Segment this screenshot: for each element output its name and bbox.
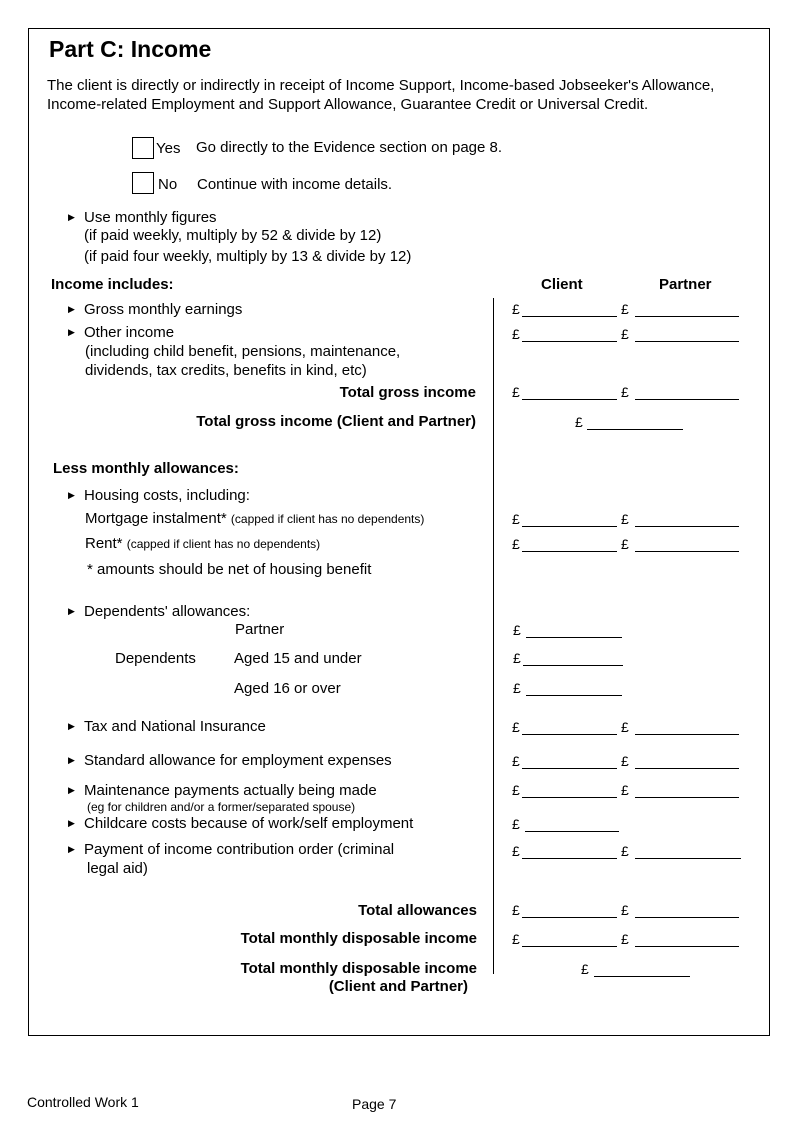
- client-total-allowances-field[interactable]: £: [512, 902, 617, 918]
- bullet-arrow-icon: ▶: [68, 755, 75, 765]
- partner-mortgage-field[interactable]: £: [621, 511, 739, 527]
- maintenance-note: (eg for children and/or a former/separated spouse): [87, 800, 356, 814]
- partner-gross-earnings-field[interactable]: £: [621, 301, 739, 317]
- housing-footnote: * amounts should be net of housing benefit: [87, 561, 372, 578]
- dependents-label: Dependents: [115, 650, 196, 667]
- allowances-heading: Less monthly allowances:: [53, 460, 239, 477]
- yes-label: Yes: [156, 140, 181, 157]
- total-disposable-both-field[interactable]: £: [581, 961, 690, 977]
- partner-tax-ni-field[interactable]: £: [621, 719, 739, 735]
- no-instruction: Continue with income details.: [197, 176, 393, 193]
- total-gross-income-label: Total gross income: [339, 384, 476, 401]
- page-number: Page 7: [352, 1096, 397, 1112]
- bullet-arrow-icon: ▶: [68, 844, 75, 854]
- form-name: Controlled Work 1: [27, 1094, 139, 1110]
- partner-allowance-label: Partner: [235, 621, 285, 638]
- mortgage-label: Mortgage instalment* (capped if client has no dependents): [85, 510, 425, 527]
- other-income-note-2: dividends, tax credits, benefits in kind, etc): [85, 362, 367, 379]
- client-maintenance-field[interactable]: £: [512, 782, 617, 798]
- no-checkbox[interactable]: [132, 172, 154, 194]
- total-allowances-label: Total allowances: [358, 902, 477, 919]
- intro-line-1: The client is directly or indirectly in receipt of Income Support, Income-based Jobseeker's Allowance,: [47, 77, 715, 94]
- client-contribution-order-field[interactable]: £: [512, 843, 617, 859]
- bullet-arrow-icon: ▶: [68, 212, 75, 222]
- bullet-arrow-icon: ▶: [68, 304, 75, 314]
- total-disposable-label: Total monthly disposable income: [240, 930, 477, 947]
- aged-16-label: Aged 16 or over: [234, 680, 341, 697]
- bullet-arrow-icon: ▶: [68, 606, 75, 616]
- no-label: No: [158, 176, 178, 193]
- aged-16-field[interactable]: £: [513, 680, 622, 696]
- column-divider: [493, 298, 494, 974]
- client-total-gross-field[interactable]: £: [512, 384, 617, 400]
- partner-total-gross-field[interactable]: £: [621, 384, 739, 400]
- partner-total-disposable-field[interactable]: £: [621, 931, 739, 947]
- partner-contribution-order-field[interactable]: £: [621, 843, 741, 859]
- yes-checkbox[interactable]: [132, 137, 154, 159]
- client-rent-field[interactable]: £: [512, 536, 617, 552]
- partner-maintenance-field[interactable]: £: [621, 782, 739, 798]
- bullet-arrow-icon: ▶: [68, 785, 75, 795]
- client-column-header: Client: [541, 276, 583, 293]
- client-gross-earnings-field[interactable]: £: [512, 301, 617, 317]
- contribution-order-label: ▶ Payment of income contribution order (criminal: [68, 841, 395, 858]
- bullet-arrow-icon: ▶: [68, 818, 75, 828]
- client-other-income-field[interactable]: £: [512, 326, 617, 342]
- intro-line-2: Income-related Employment and Support Allowance, Guarantee Credit or Universal Credit.: [47, 96, 649, 113]
- yes-instruction: Go directly to the Evidence section on page 8.: [196, 139, 503, 156]
- total-disposable-both-label: Total monthly disposable income: [240, 960, 477, 977]
- bullet-arrow-icon: ▶: [68, 327, 75, 337]
- client-mortgage-field[interactable]: £: [512, 511, 617, 527]
- rent-note: (capped if client has no dependents): [126, 537, 321, 551]
- total-disposable-both-label-2: (Client and Partner): [328, 978, 468, 995]
- bullet-arrow-icon: ▶: [68, 721, 75, 731]
- housing-costs-label: ▶ Housing costs, including:: [68, 487, 250, 504]
- dependents-allowances-label: ▶ Dependents' allowances:: [68, 603, 251, 620]
- partner-allowance-field[interactable]: £: [513, 622, 622, 638]
- partner-rent-field[interactable]: £: [621, 536, 739, 552]
- total-gross-income-both-label: Total gross income (Client and Partner): [196, 413, 476, 430]
- partner-total-allowances-field[interactable]: £: [621, 902, 739, 918]
- monthly-weekly-note: (if paid weekly, multiply by 52 & divide by 12): [84, 227, 382, 244]
- income-heading: Income includes:: [51, 276, 174, 293]
- other-income-note-1: (including child benefit, pensions, maintenance,: [85, 343, 401, 360]
- standard-allowance-label: ▶ Standard allowance for employment expenses: [68, 752, 392, 769]
- client-childcare-field[interactable]: £: [512, 816, 619, 832]
- gross-earnings-label: ▶ Gross monthly earnings: [68, 301, 243, 318]
- partner-standard-allowance-field[interactable]: £: [621, 753, 739, 769]
- section-title: Part C: Income: [49, 36, 212, 62]
- rent-label: Rent* (capped if client has no dependents): [85, 535, 321, 552]
- childcare-label: ▶ Childcare costs because of work/self employment: [68, 815, 414, 832]
- monthly-four-weekly-note: (if paid four weekly, multiply by 13 & divide by 12): [84, 248, 412, 265]
- client-standard-allowance-field[interactable]: £: [512, 753, 617, 769]
- partner-other-income-field[interactable]: £: [621, 326, 739, 342]
- aged-15-label: Aged 15 and under: [234, 650, 362, 667]
- bullet-arrow-icon: ▶: [68, 490, 75, 500]
- client-total-disposable-field[interactable]: £: [512, 931, 617, 947]
- monthly-figures-note: ▶ Use monthly figures: [68, 209, 217, 226]
- contribution-order-label-2: legal aid): [87, 860, 148, 877]
- other-income-label: ▶ Other income: [68, 324, 175, 341]
- tax-ni-label: ▶ Tax and National Insurance: [68, 718, 266, 735]
- maintenance-label: ▶ Maintenance payments actually being made: [68, 782, 377, 799]
- mortgage-note: (capped if client has no dependents): [230, 512, 425, 526]
- total-gross-both-field[interactable]: £: [575, 414, 683, 430]
- partner-column-header: Partner: [659, 276, 712, 293]
- aged-15-field[interactable]: £: [513, 650, 623, 666]
- client-tax-ni-field[interactable]: £: [512, 719, 617, 735]
